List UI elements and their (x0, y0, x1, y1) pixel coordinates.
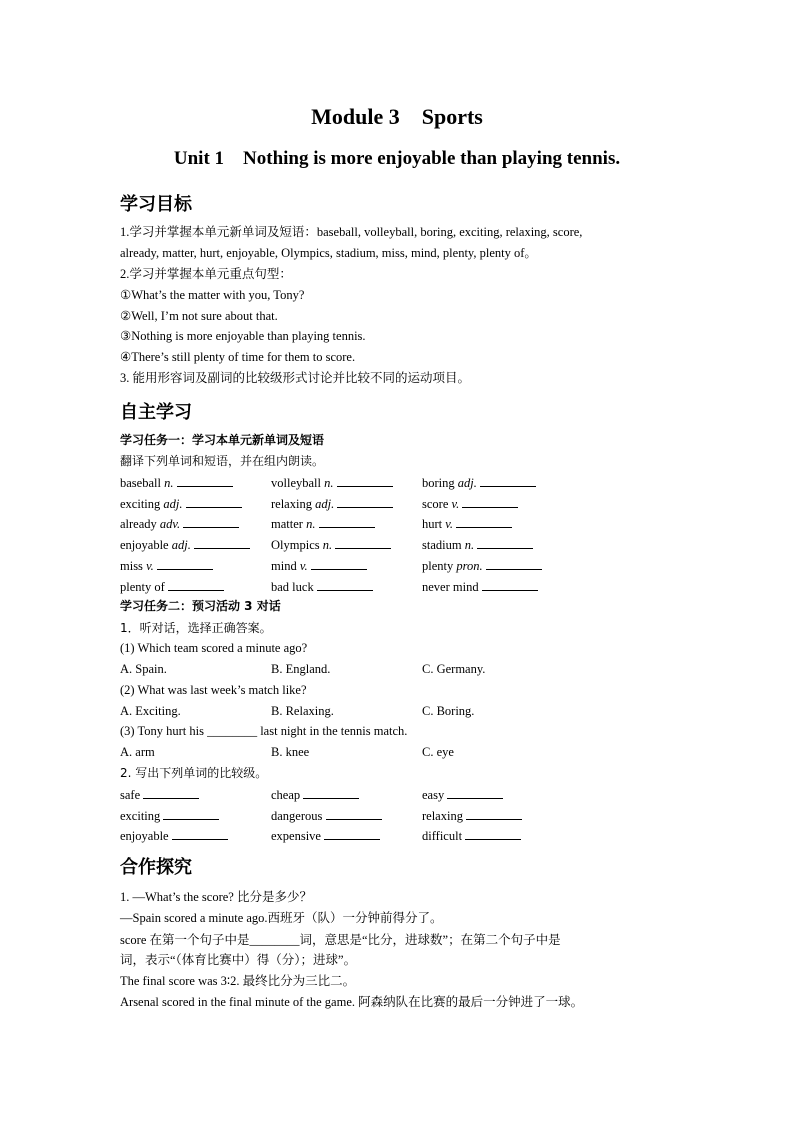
answer-blank[interactable] (183, 515, 239, 528)
answer-blank[interactable] (480, 474, 536, 487)
comparative-item (271, 827, 380, 844)
answer-option[interactable]: A. Exciting. (120, 704, 181, 718)
comparative-item (422, 786, 503, 803)
comparative-word: enjoyable (120, 829, 172, 843)
vocab-item (120, 557, 213, 574)
answer-blank[interactable] (326, 807, 382, 820)
part-of-speech: v. (146, 559, 157, 573)
answer-blank[interactable] (143, 786, 199, 799)
part-of-speech: adj. (171, 538, 194, 552)
comparative-item (271, 786, 359, 803)
answer-option[interactable]: C. Germany. (422, 662, 486, 676)
part-of-speech: adj. (163, 497, 186, 511)
comparative-item (120, 786, 199, 803)
vocab-word: plenty of (120, 580, 168, 594)
part-of-speech: adj. (457, 476, 480, 490)
answer-blank[interactable] (337, 474, 393, 487)
vocab-item (422, 474, 536, 491)
answer-blank[interactable] (303, 786, 359, 799)
vocab-word: never mind (422, 580, 482, 594)
question-text: (3) Tony hurt his ________ last night in the tennis match. (120, 724, 408, 738)
listening-intro: 1．听对话，选择正确答案。 (120, 621, 272, 635)
vocab-word: baseball (120, 476, 165, 490)
coop-line: —Spain scored a minute ago.西班牙（队）一分钟前得分了。 (120, 911, 443, 925)
vocab-item (422, 557, 542, 574)
answer-blank[interactable] (482, 578, 538, 591)
answer-blank[interactable] (456, 515, 512, 528)
answer-option[interactable]: C. Boring. (422, 704, 475, 718)
vocab-item (422, 495, 518, 512)
question-text: (2) What was last week’s match like? (120, 683, 307, 697)
vocab-word: plenty (422, 559, 457, 573)
vocab-item (120, 515, 239, 532)
comparative-word: cheap (271, 788, 304, 802)
answer-blank[interactable] (465, 827, 521, 840)
answer-blank[interactable] (177, 474, 233, 487)
answer-option[interactable]: B. Relaxing. (271, 704, 334, 718)
goal-line: 2.学习并掌握本单元重点句型： (120, 267, 292, 281)
vocab-word: enjoyable (120, 538, 172, 552)
coop-line: The final score was 3∶2. 最终比分为三比二。 (120, 974, 356, 988)
answer-blank[interactable] (324, 827, 380, 840)
part-of-speech: adv. (159, 517, 184, 531)
page-subtitle: Unit 1 Nothing is more enjoyable than playing tennis. (173, 148, 621, 169)
answer-blank[interactable] (163, 807, 219, 820)
answer-blank[interactable] (168, 578, 224, 591)
part-of-speech: n. (322, 538, 336, 552)
comparative-word: difficult (422, 829, 466, 843)
goal-line: ①What’s the matter with you, Tony? (120, 288, 305, 302)
goal-line: ③Nothing is more enjoyable than playing tennis. (120, 329, 366, 343)
comparative-word: exciting (120, 809, 164, 823)
goal-line: ④There’s still plenty of time for them to score. (120, 350, 356, 364)
vocab-item (271, 495, 393, 512)
vocab-item (271, 557, 367, 574)
coop-line: 1. —What’s the score? 比分是多少？ (120, 890, 312, 904)
comparative-word: easy (422, 788, 448, 802)
comparative-item (271, 807, 382, 824)
answer-option[interactable]: C. eye (422, 745, 454, 759)
part-of-speech: v. (451, 497, 463, 511)
vocab-item (422, 578, 538, 595)
vocab-word: volleyball (271, 476, 325, 490)
goal-line: 3. 能用形容词及副词的比较级形式讨论并比较不同的运动项目。 (120, 371, 471, 385)
page-title: Module 3 Sports (311, 104, 483, 129)
part-of-speech: n. (464, 538, 478, 552)
vocab-item (120, 536, 250, 553)
vocab-item (422, 515, 512, 532)
task2-heading: 学习任务二：预习活动 3 对话 (120, 599, 281, 613)
section-heading-cooperation: 合作探究 (120, 857, 192, 878)
vocab-item (271, 474, 393, 491)
vocab-word: Olympics (271, 538, 323, 552)
section-heading-self-study: 自主学习 (120, 402, 192, 423)
part-of-speech: n. (324, 476, 337, 490)
answer-blank[interactable] (486, 557, 542, 570)
answer-blank[interactable] (317, 578, 373, 591)
comparative-word: expensive (271, 829, 325, 843)
vocab-item (271, 515, 375, 532)
goal-line: 1.学习并掌握本单元新单词及短语：baseball, volleyball, boring, exciting, relaxing, score, (120, 225, 583, 239)
comparative-intro: 2. 写出下列单词的比较级。 (120, 766, 268, 780)
question-text: (1) Which team scored a minute ago? (120, 641, 308, 655)
answer-option[interactable]: A. Spain. (120, 662, 167, 676)
answer-blank[interactable] (172, 827, 228, 840)
goal-line: already, matter, hurt, enjoyable, Olympics, stadium, miss, mind, plenty, plenty of。 (120, 246, 537, 260)
answer-blank[interactable] (194, 536, 250, 549)
answer-blank[interactable] (447, 786, 503, 799)
vocab-item (271, 578, 373, 595)
part-of-speech: n. (306, 517, 319, 531)
comparative-word: safe (120, 788, 144, 802)
answer-blank[interactable] (466, 807, 522, 820)
vocab-item (271, 536, 391, 553)
vocab-word: mind (271, 559, 300, 573)
section-heading-goals: 学习目标 (120, 194, 192, 215)
vocab-word: score (422, 497, 452, 511)
answer-blank[interactable] (319, 515, 375, 528)
answer-option[interactable]: B. England. (271, 662, 331, 676)
vocab-item (120, 474, 233, 491)
answer-blank[interactable] (462, 495, 518, 508)
goal-line: ②Well, I’m not sure about that. (120, 309, 278, 323)
vocab-item (120, 578, 224, 595)
part-of-speech: adj. (315, 497, 338, 511)
coop-line: 词，表示“（体育比赛中）得（分）；进球”。 (120, 953, 357, 967)
answer-blank[interactable] (335, 536, 391, 549)
vocab-word: stadium (422, 538, 465, 552)
vocab-word: relaxing (271, 497, 316, 511)
answer-blank[interactable] (477, 536, 533, 549)
answer-option[interactable]: B. knee (271, 745, 310, 759)
coop-line: score 在第一个句子中是________词，意思是“比分，进球数”；在第二个句子中是 (120, 933, 561, 947)
answer-blank[interactable] (311, 557, 367, 570)
part-of-speech: n. (164, 476, 177, 490)
answer-blank[interactable] (157, 557, 213, 570)
part-of-speech: v. (299, 559, 311, 573)
answer-blank[interactable] (186, 495, 242, 508)
answer-blank[interactable] (337, 495, 393, 508)
comparative-item (120, 807, 219, 824)
vocab-word: exciting (120, 497, 164, 511)
part-of-speech: v. (445, 517, 457, 531)
task1-heading: 学习任务一：学习本单元新单词及短语 (120, 433, 325, 447)
comparative-item (422, 827, 521, 844)
vocab-word: hurt (422, 517, 446, 531)
part-of-speech: pron. (456, 559, 486, 573)
comparative-item (120, 827, 228, 844)
comparative-word: dangerous (271, 809, 326, 823)
coop-line: Arsenal scored in the final minute of the game. 阿森纳队在比赛的最后一分钟进了一球。 (120, 995, 584, 1009)
vocab-word: already (120, 517, 160, 531)
vocab-word: miss (120, 559, 147, 573)
comparative-word: relaxing (422, 809, 467, 823)
vocab-item (422, 536, 533, 553)
answer-option[interactable]: A. arm (120, 745, 155, 759)
vocab-item (120, 495, 242, 512)
comparative-item (422, 807, 522, 824)
vocab-word: matter (271, 517, 307, 531)
task1-instruction: 翻译下列单词和短语，并在组内朗读。 (120, 454, 325, 468)
vocab-word: boring (422, 476, 458, 490)
vocab-word: bad luck (271, 580, 317, 594)
